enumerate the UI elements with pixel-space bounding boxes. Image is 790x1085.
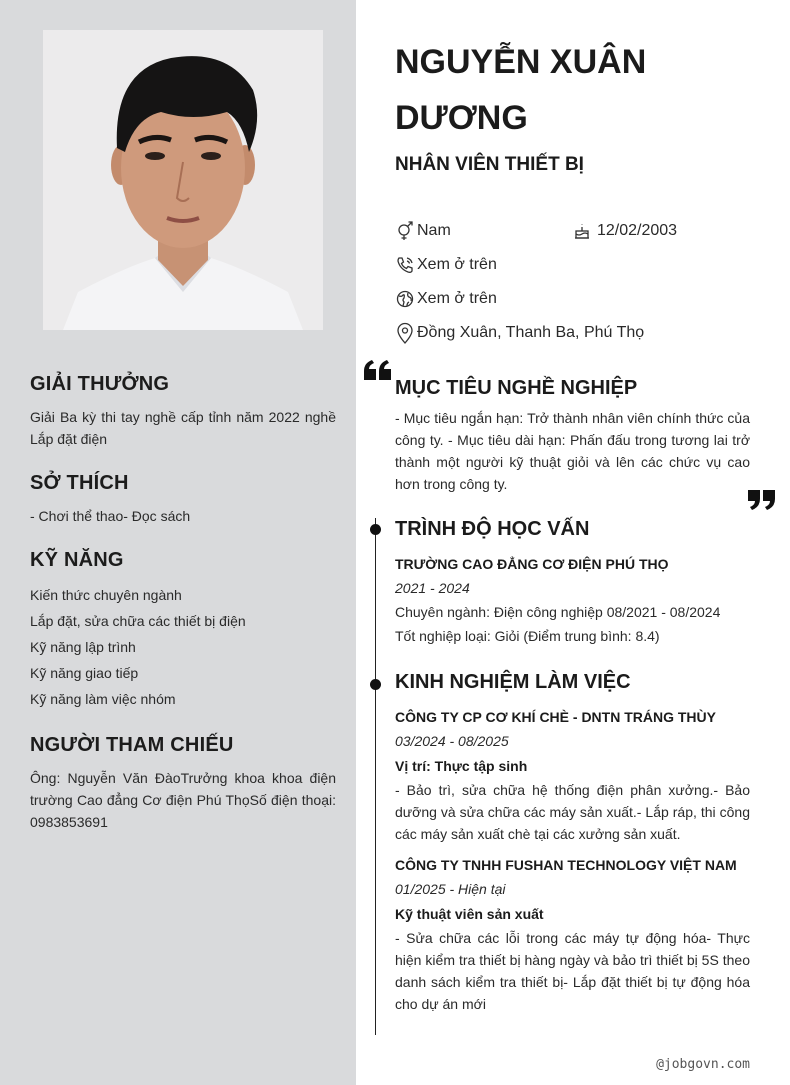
- skills-section: [30, 549, 336, 712]
- references-title: NGƯỜI THAM CHIẾU: [30, 734, 234, 756]
- list-item: Kỹ năng làm việc nhóm: [30, 691, 176, 707]
- job-description: - Sửa chữa các lỗi trong các máy tự động hóa- Thực hiện kiểm tra thiết bị hàng ngày và bảo trì thiết bị 5S theo danh sách kiểm tra thiết bị- Lắp đặt thiết bị tự động hóa cho dự án mới: [395, 930, 750, 1012]
- birthdate-value: 12/02/2003: [597, 222, 678, 239]
- list-item: Kỹ năng lập trình: [30, 639, 136, 655]
- quote-open-icon: [364, 360, 392, 387]
- timeline-dot: [370, 679, 381, 690]
- web-row: [395, 289, 497, 309]
- hobbies-title: SỞ THÍCH: [30, 472, 129, 494]
- main-content: [356, 0, 790, 1085]
- education-major: Chuyên ngành: Điện công nghiệp 08/2021 - 08/2024: [395, 604, 721, 620]
- skills-title: KỸ NĂNG: [30, 549, 124, 571]
- watermark: @jobgovn.com: [656, 1057, 750, 1072]
- job-title: NHÂN VIÊN THIẾT BỊ: [395, 154, 584, 175]
- phone-icon: [395, 255, 415, 275]
- birthdate-row: [572, 221, 677, 241]
- awards-text: Giải Ba kỳ thi tay nghề cấp tỉnh năm 2022 nghề Lắp đặt điện: [30, 409, 336, 447]
- list-item: Lắp đặt, sửa chữa các thiết bị điện: [30, 613, 246, 629]
- education-grade: Tốt nghiệp loại: Giỏi (Điểm trung bình: 8.4): [395, 628, 660, 644]
- candidate-name: NGUYỄN XUÂN DƯƠNG: [395, 43, 647, 137]
- education-title: TRÌNH ĐỘ HỌC VẤN: [395, 518, 590, 540]
- web-value: Xem ở trên: [417, 290, 497, 307]
- hobbies-text: - Chơi thể thao- Đọc sách: [30, 508, 191, 524]
- gender-row: [395, 221, 451, 241]
- experience-title: KINH NGHIỆM LÀM VIỆC: [395, 671, 631, 693]
- quote-close-icon: [748, 490, 776, 517]
- job-role: Kỹ thuật viên sản xuất: [395, 906, 544, 922]
- cake-icon: [572, 221, 592, 241]
- globe-icon: [395, 289, 415, 309]
- awards-title: GIẢI THƯỞNG: [30, 373, 170, 395]
- phone-row: [395, 255, 497, 275]
- phone-value: Xem ở trên: [417, 256, 497, 273]
- profile-photo: [43, 30, 323, 330]
- objective-text: - Mục tiêu ngắn hạn: Trở thành nhân viên chính thức của công ty. - Mục tiêu dài hạn: Phấn đấu trong tương lai trở thành một người kỹ thuật giỏi và lên các chức vụ cao hơn trong công ty.: [395, 410, 750, 492]
- objective-title: MỤC TIÊU NGHỀ NGHIỆP: [395, 377, 638, 399]
- gender-icon: [395, 221, 415, 241]
- address-row: [395, 323, 644, 343]
- skills-list: [30, 582, 336, 712]
- references-text: Ông: Nguyễn Văn ĐàoTrưởng khoa khoa điện trường Cao đẳng Cơ điện Phú ThọSố điện thoại: 0983853691: [30, 770, 336, 830]
- list-item: Kỹ năng giao tiếp: [30, 665, 139, 681]
- list-item: Kiến thức chuyên ngành: [30, 587, 182, 603]
- address-value: Đồng Xuân, Thanh Ba, Phú Thọ: [417, 324, 645, 341]
- job-period: 03/2024 - 08/2025: [395, 733, 509, 749]
- job-role: Vị trí: Thực tập sinh: [395, 758, 528, 774]
- hobbies-section: [30, 472, 336, 527]
- school-name: TRƯỜNG CAO ĐẲNG CƠ ĐIỆN PHÚ THỌ: [395, 556, 669, 572]
- education-period: 2021 - 2024: [395, 580, 470, 596]
- timeline-dot: [370, 524, 381, 535]
- references-section: [30, 734, 336, 833]
- location-pin-icon: [395, 323, 415, 343]
- gender-value: Nam: [417, 222, 451, 239]
- company-name: CÔNG TY TNHH FUSHAN TECHNOLOGY VIỆT NAM: [395, 857, 737, 873]
- timeline-line: [375, 518, 376, 1035]
- company-name: CÔNG TY CP CƠ KHÍ CHÈ - DNTN TRÁNG THÙY: [395, 709, 716, 725]
- job-period: 01/2025 - Hiện tại: [395, 881, 506, 897]
- job-description: - Bảo trì, sửa chữa hệ thống điện phân xưởng.- Bảo dưỡng và sửa chữa các máy sản xuất.- Lắp ráp, thi công các máy sản xuất chè tại các xưởng sản xuất.: [395, 782, 750, 842]
- sidebar: [0, 0, 356, 1085]
- awards-section: [30, 373, 336, 450]
